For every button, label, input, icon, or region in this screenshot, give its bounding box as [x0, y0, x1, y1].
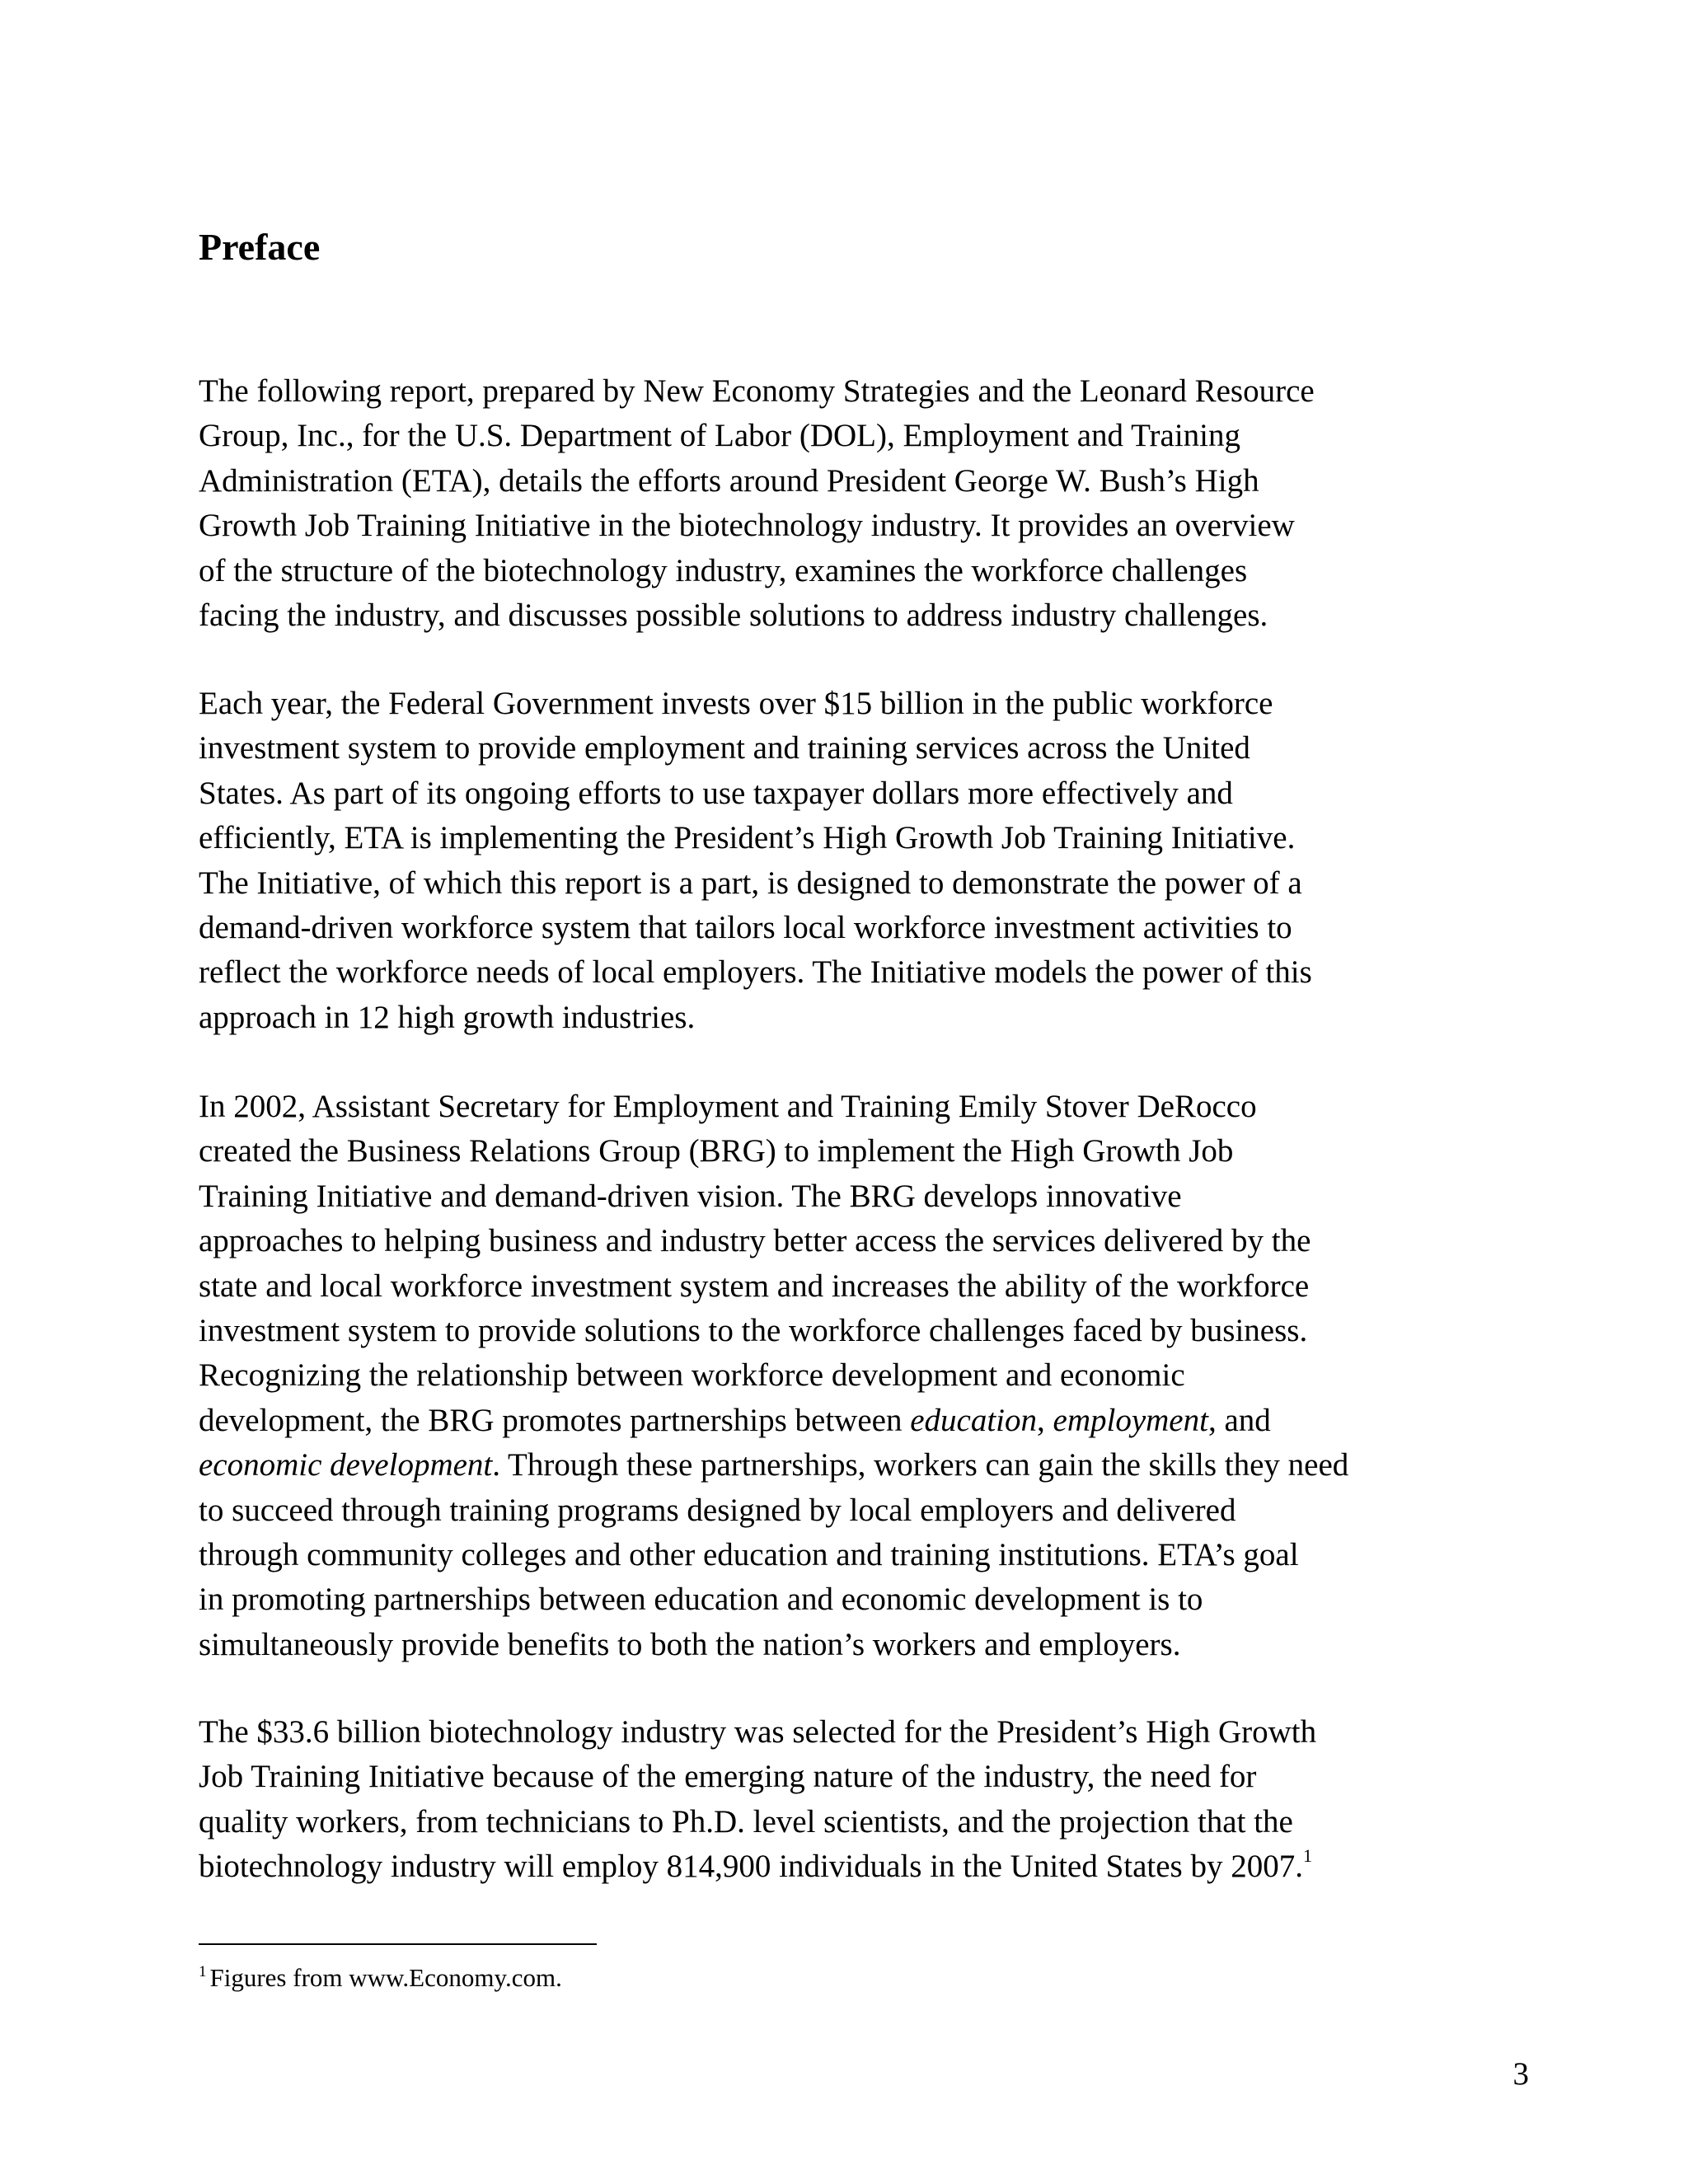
footnote-text: Figures from www.Economy.com.: [209, 1963, 562, 1992]
text-line-with-footnote: [199, 1844, 1534, 1889]
text-line: Job Training Initiative because of the emerging nature of the industry, the need for: [199, 1759, 1257, 1795]
footnote-reference[interactable]: 1: [1302, 1845, 1312, 1867]
text-line: facing the industry, and discusses possible solutions to address industry challenges.: [199, 598, 1268, 634]
page-number: 3: [1512, 2056, 1529, 2092]
text-line: reflect the workforce needs of local employers. The Initiative models the power of this: [199, 954, 1312, 991]
text-line: to succeed through training programs designed by local employers and delivered: [199, 1492, 1236, 1528]
paragraph-1: [199, 369, 1534, 638]
text-line: Administration (ETA), details the efforts around President George W. Bush’s High: [199, 462, 1259, 499]
text-line: In 2002, Assistant Secretary for Employment and Training Emily Stover DeRocco: [199, 1089, 1257, 1124]
text-line: of the structure of the biotechnology industry, examines the workforce challenges: [199, 552, 1248, 588]
text-line: States. As part of its ongoing efforts to use taxpayer dollars more effectively and: [199, 775, 1233, 811]
footnote: [199, 1961, 562, 1994]
text-line: demand-driven workforce system that tailors local workforce investment activities to: [199, 910, 1292, 946]
text-line: investment system to provide solutions to the workforce challenges faced by business.: [199, 1313, 1308, 1349]
text-line: Growth Job Training Initiative in the biotechnology industry. It provides an overview: [199, 508, 1295, 544]
paragraph-2: [199, 682, 1534, 1040]
text-line: Recognizing the relationship between workforce development and economic: [199, 1357, 1185, 1394]
text-line: quality workers, from technicians to Ph.D. level scientists, and the projection that the: [199, 1803, 1293, 1840]
text-line: simultaneously provide benefits to both the nation’s workers and employers.: [199, 1626, 1181, 1662]
text-line: Group, Inc., for the U.S. Department of Labor (DOL), Employment and Training: [199, 418, 1240, 454]
text-line: The Initiative, of which this report is a part, is designed to demonstrate the power of a: [199, 865, 1302, 901]
text-line: created the Business Relations Group (BRG) to implement the High Growth Job: [199, 1133, 1234, 1169]
text-line: in promoting partnerships between education and economic development is to: [199, 1582, 1203, 1618]
emphasis-economic-development: economic development: [199, 1447, 493, 1483]
text-line: Training Initiative and demand-driven vision. The BRG develops innovative: [199, 1178, 1182, 1214]
text-line: investment system to provide employment and training services across the United: [199, 730, 1250, 766]
text-segment: biotechnology industry will employ 814,900 individuals in the United States by 2007.: [199, 1849, 1303, 1885]
text-segment: . Through these partnerships, workers can gain the skills they need: [492, 1447, 1349, 1483]
text-line: state and local workforce investment system and increases the ability of the workforce: [199, 1268, 1310, 1304]
emphasis-education: education: [910, 1402, 1038, 1438]
paragraph-4: [199, 1710, 1534, 1890]
text-line: efficiently, ETA is implementing the President’s High Growth Job Training Initiative.: [199, 820, 1296, 856]
text-line: The following report, prepared by New Economy Strategies and the Leonard Resource: [199, 373, 1315, 409]
text-segment: , and: [1207, 1402, 1271, 1438]
paragraph-3: [199, 1085, 1534, 1667]
footnote-marker: 1: [199, 1963, 207, 1980]
text-line-with-emphasis: [199, 1399, 1534, 1443]
page-title: Preface: [199, 226, 321, 268]
text-line: approaches to helping business and industry better access the services delivered by the: [199, 1223, 1311, 1259]
text-line-with-emphasis: [199, 1443, 1534, 1488]
text-line: approach in 12 high growth industries.: [199, 999, 696, 1035]
text-line: The $33.6 billion biotechnology industry was selected for the President’s High Growth: [199, 1714, 1317, 1750]
text-segment: development, the BRG promotes partnerships between: [199, 1402, 911, 1438]
text-line: Each year, the Federal Government invests over $15 billion in the public workforce: [199, 686, 1273, 721]
text-line: through community colleges and other education and training institutions. ETA’s goal: [199, 1537, 1299, 1573]
emphasis-employment: employment: [1053, 1402, 1208, 1438]
text-segment: ,: [1037, 1402, 1053, 1438]
footnote-divider: [199, 1943, 597, 1945]
